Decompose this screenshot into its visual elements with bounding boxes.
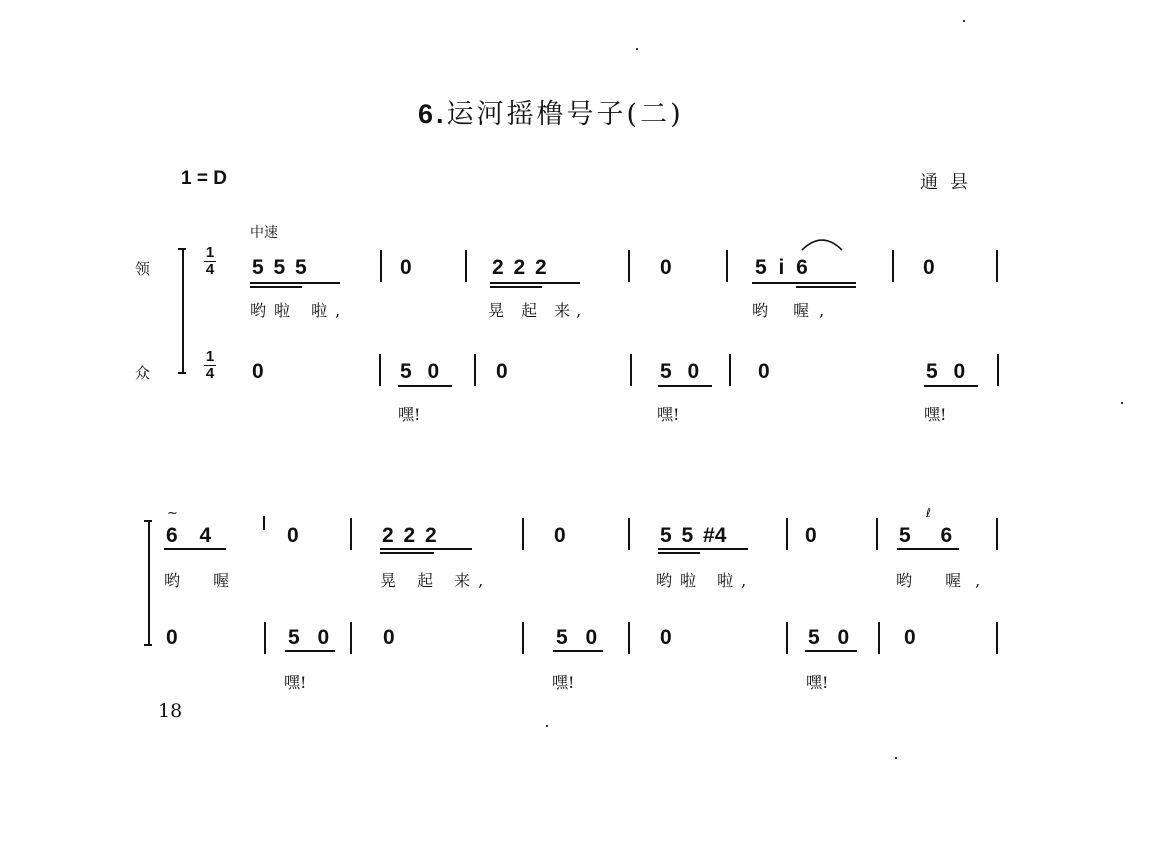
tempo-marking: 中速	[250, 225, 278, 241]
s1-lead-lyric-3: 哟 喔,	[752, 301, 835, 320]
s1-chorus-lyric-3: 嘿!	[924, 405, 947, 424]
s2-chorus-measure-5: 0	[660, 626, 672, 649]
s1-lead-lyric-2: 晃 起 来,	[488, 301, 588, 320]
s2-chorus-measure-4: 5 0	[556, 626, 598, 649]
song-title	[418, 92, 684, 131]
scan-speck	[963, 20, 965, 22]
song-name: 运河摇橹号子(二)	[446, 99, 684, 130]
s1-chorus-measure-1: 0	[252, 360, 264, 383]
s1-chorus-measure-4: 5 0	[660, 360, 700, 383]
s1-chorus-measure-2: 5 0	[400, 360, 440, 383]
s1-lead-lyric-1: 哟啦 啦,	[250, 301, 349, 320]
system2-brace	[148, 522, 150, 646]
scan-speck	[895, 757, 897, 759]
s2-lead-measure-4: 0	[554, 524, 566, 547]
part-label-lead: 领	[135, 260, 151, 278]
s2-chorus-lyric-3: 嘿!	[806, 673, 829, 692]
time-signature-chorus: 1 4	[205, 348, 215, 382]
slur-mark	[800, 234, 846, 252]
scan-speck	[1121, 402, 1123, 404]
s1-lead-measure-1: 5 5 5	[252, 256, 307, 279]
song-number: 6.	[418, 99, 447, 129]
system1-brace	[182, 250, 184, 374]
s2-lead-measure-6: 0	[805, 524, 817, 547]
s1-lead-measure-5: 5 i 6	[755, 256, 808, 279]
s2-chorus-measure-2: 5 0	[288, 626, 330, 649]
s2-lead-measure-2: 0	[287, 524, 299, 547]
s2-chorus-lyric-2: 嘿!	[552, 673, 575, 692]
time-signature-lead: 1 4	[205, 244, 215, 278]
grace-note: ℓ	[926, 506, 931, 520]
s1-chorus-measure-6: 5 0	[926, 360, 966, 383]
s1-lead-measure-3: 2 2 2	[492, 256, 547, 279]
s1-chorus-measure-5: 0	[758, 360, 770, 383]
s1-lead-measure-6: 0	[923, 256, 935, 279]
s1-chorus-lyric-2: 嘿!	[657, 405, 680, 424]
s1-chorus-lyric-1: 嘿!	[398, 405, 421, 424]
s2-lead-measure-7: 5 6	[899, 524, 953, 547]
scan-speck	[636, 48, 638, 50]
part-label-chorus: 众	[135, 364, 151, 382]
s2-chorus-measure-7: 0	[904, 626, 916, 649]
s2-lead-measure-1: 6 4	[166, 524, 212, 547]
s2-chorus-measure-1: 0	[166, 626, 178, 649]
s2-lead-measure-5: 5 5 #4	[660, 524, 727, 547]
s2-lead-lyric-4: 哟 喔,	[896, 571, 995, 590]
origin-label: 通县	[920, 172, 980, 193]
s2-chorus-lyric-1: 嘿!	[284, 673, 307, 692]
s1-chorus-measure-3: 0	[496, 360, 508, 383]
s1-lead-measure-2: 0	[400, 256, 412, 279]
s2-lead-lyric-3: 哟啦 啦,	[656, 571, 755, 590]
scan-speck	[546, 725, 548, 727]
s2-lead-measure-3: 2 2 2	[382, 524, 437, 547]
s2-chorus-measure-6: 5 0	[808, 626, 850, 649]
s1-lead-measure-4: 0	[660, 256, 672, 279]
s2-lead-lyric-2: 晃 起 来,	[380, 571, 492, 590]
page-number: 18	[158, 700, 183, 722]
s2-chorus-measure-3: 0	[383, 626, 395, 649]
turn-ornament: ~	[167, 506, 178, 521]
key-signature: 1 = D	[181, 168, 227, 189]
s2-lead-lyric-1: 哟 喔	[164, 571, 244, 590]
